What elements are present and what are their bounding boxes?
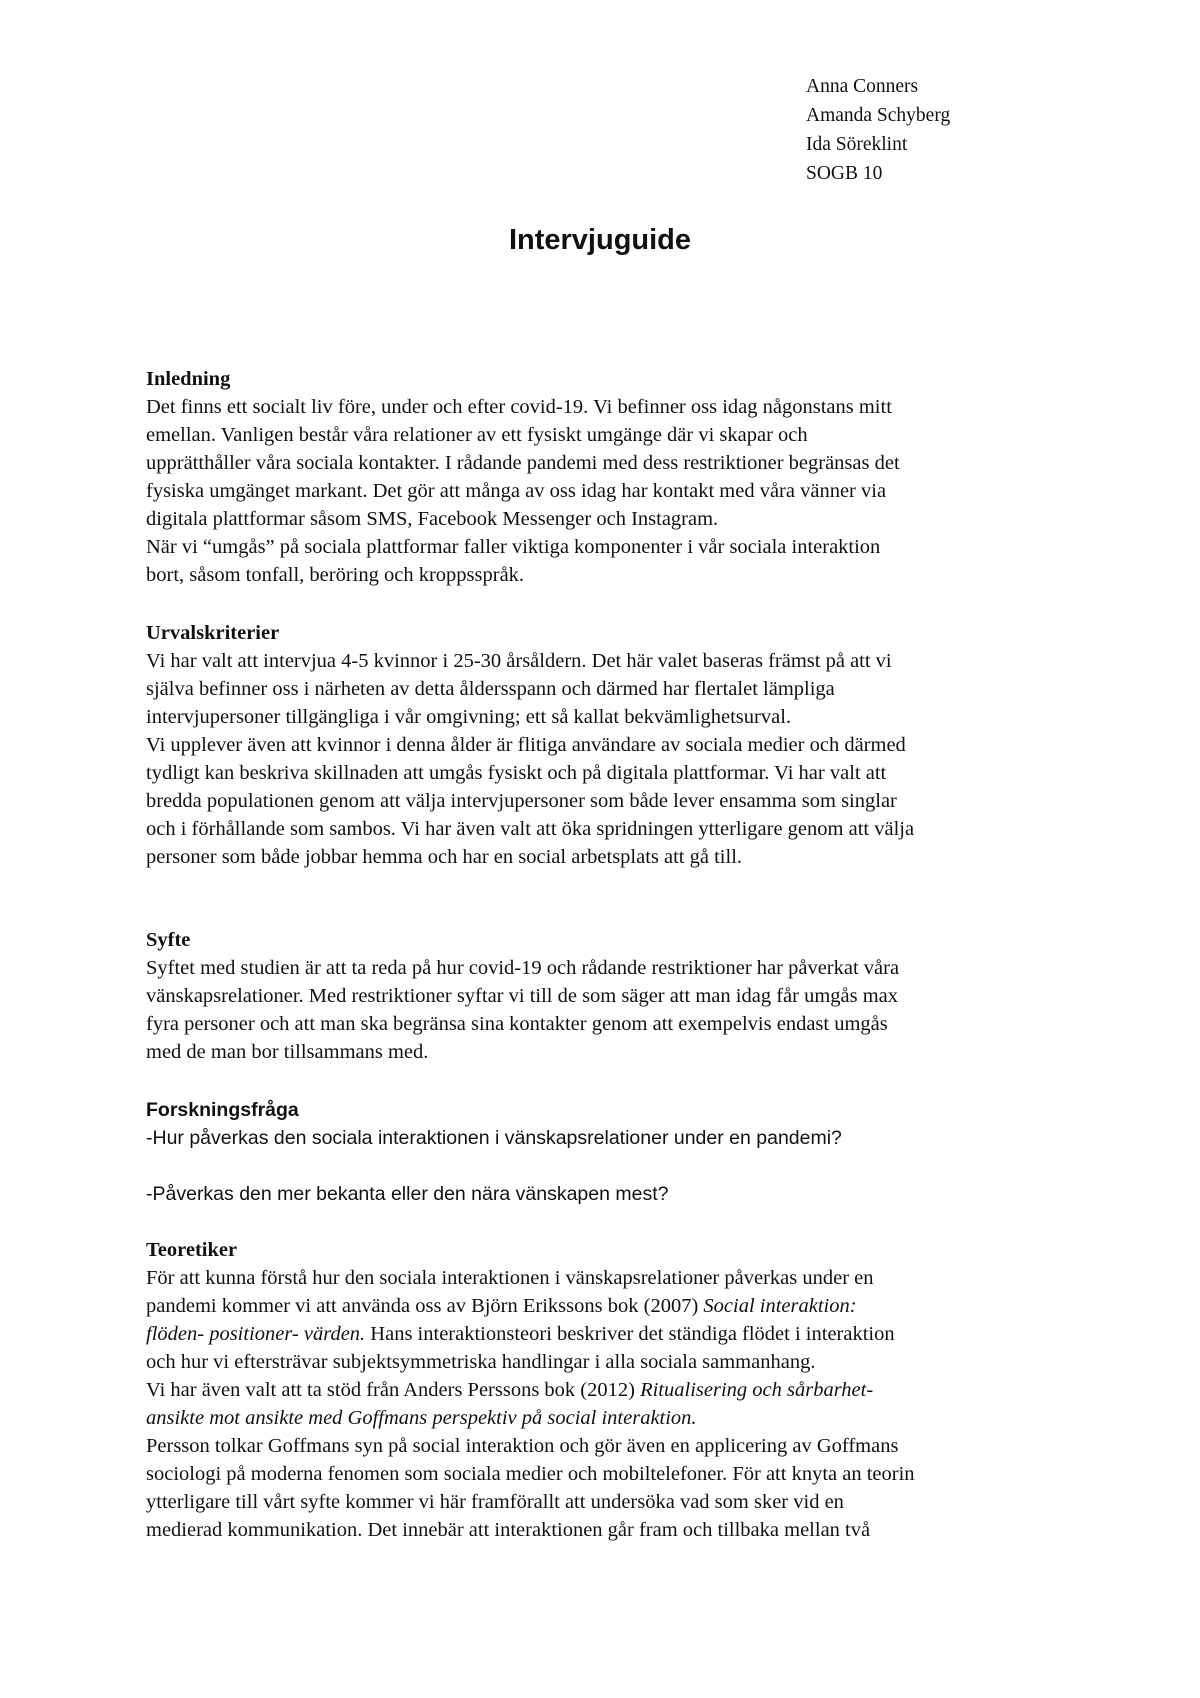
author-name: Anna Conners — [806, 76, 919, 97]
section-heading: Inledning — [146, 368, 231, 390]
section-forskningsfraga — [146, 1096, 1086, 1208]
text-line: vänskapsrelationer. Med restriktioner syftar vi till de som säger att man idag får umgås max — [146, 985, 899, 1007]
section-body — [146, 954, 1086, 1066]
text-line: fysiska umgänget markant. Det gör att många av oss idag har kontakt med våra vänner via — [146, 480, 887, 502]
book-title: flöden- positioner- värden. — [146, 1323, 366, 1345]
text-segment: pandemi kommer vi att använda oss av Björn Erikssons bok (2007) — [146, 1295, 704, 1317]
section-teoretiker — [146, 1236, 1086, 1544]
text-line: och i förhållande som sambos. Vi har även valt att öka spridningen ytterligare genom att välja — [146, 818, 915, 840]
text-line: intervjupersoner tillgängliga i vår omgivning; ett så kallat bekvämlighetsurval. — [146, 706, 792, 728]
course-code: SOGB 10 — [806, 163, 883, 184]
research-question: -Påverkas den mer bekanta eller den nära vänskapen mest? — [146, 1183, 669, 1205]
section-heading: Syfte — [146, 929, 191, 951]
section-inledning — [146, 365, 1086, 589]
text-line — [146, 1404, 1086, 1432]
text-line: Vi har valt att intervjua 4-5 kvinnor i 25-30 årsåldern. Det här valet baseras främst på att vi — [146, 650, 892, 672]
text-segment: Hans interaktionsteori beskriver det ständiga flödet i interaktion — [365, 1323, 895, 1345]
text-line — [146, 1376, 1086, 1404]
section-body — [146, 647, 1086, 871]
text-line: Syftet med studien är att ta reda på hur covid-19 och rådande restriktioner har påverkat våra — [146, 957, 900, 979]
text-line: Vi upplever även att kvinnor i denna ålder är flitiga användare av sociala medier och därmed — [146, 734, 906, 756]
text-line: medierad kommunikation. Det innebär att interaktionen går fram och tillbaka mellan två — [146, 1519, 871, 1541]
section-heading: Forskningsfråga — [146, 1099, 299, 1121]
text-line: När vi “umgås” på sociala plattformar faller viktiga komponenter i vår sociala interaktion — [146, 536, 881, 558]
text-line: upprätthåller våra sociala kontakter. I rådande pandemi med dess restriktioner begränsas det — [146, 452, 900, 474]
author-name: Amanda Schyberg — [806, 105, 951, 126]
section-heading: Teoretiker — [146, 1239, 238, 1261]
book-title: Social interaktion: — [703, 1295, 857, 1317]
book-title: ansikte mot ansikte med Goffmans perspektiv på social interaktion. — [146, 1407, 697, 1429]
author-block — [806, 72, 950, 188]
section-body — [146, 1264, 1086, 1544]
text-line: personer som både jobbar hemma och har en social arbetsplats att gå till. — [146, 846, 743, 868]
text-line: och hur vi eftersträvar subjektsymmetriska handlingar i alla sociala sammanhang. — [146, 1351, 816, 1373]
research-question: -Hur påverkas den sociala interaktionen i vänskapsrelationer under en pandemi? — [146, 1127, 842, 1149]
text-line: själva befinner oss i närheten av detta åldersspann och därmed har flertalet lämpliga — [146, 678, 835, 700]
text-line: med de man bor tillsammans med. — [146, 1041, 429, 1063]
text-line: Persson tolkar Goffmans syn på social interaktion och gör även en applicering av Goffmans — [146, 1435, 899, 1457]
text-line: digitala plattformar såsom SMS, Facebook Messenger och Instagram. — [146, 508, 719, 530]
text-line: ytterligare till vårt syfte kommer vi här framförallt att undersöka vad som sker vid en — [146, 1491, 844, 1513]
section-body — [146, 393, 1086, 589]
section-syfte — [146, 926, 1086, 1066]
book-title: Ritualisering och sårbarhet- — [640, 1379, 874, 1401]
text-line — [146, 1320, 1086, 1348]
text-line: fyra personer och att man ska begränsa sina kontakter genom att exempelvis endast umgås — [146, 1013, 888, 1035]
text-line: bredda populationen genom att välja intervjupersoner som både lever ensamma som singlar — [146, 790, 897, 812]
document-title: Intervjuguide — [508, 224, 692, 256]
text-line — [146, 1292, 1086, 1320]
text-line: För att kunna förstå hur den sociala interaktionen i vänskapsrelationer påverkas under en — [146, 1267, 874, 1289]
text-segment: Vi har även valt att ta stöd från Anders Perssons bok (2012) — [146, 1379, 641, 1401]
author-name: Ida Söreklint — [806, 134, 908, 155]
text-line: Det finns ett socialt liv före, under och efter covid-19. Vi befinner oss idag någonstans mitt — [146, 396, 892, 418]
section-heading: Urvalskriterier — [146, 622, 280, 644]
text-line: emellan. Vanligen består våra relationer av ett fysiskt umgänge där vi skapar och — [146, 424, 808, 446]
section-urvalskriterier — [146, 619, 1086, 871]
text-line: bort, såsom tonfall, beröring och kroppsspråk. — [146, 564, 525, 586]
text-line: sociologi på moderna fenomen som sociala medier och mobiltelefoner. För att knyta an teorin — [146, 1463, 915, 1485]
text-line: tydligt kan beskriva skillnaden att umgås fysiskt och på digitala plattformar. Vi har valt att — [146, 762, 887, 784]
